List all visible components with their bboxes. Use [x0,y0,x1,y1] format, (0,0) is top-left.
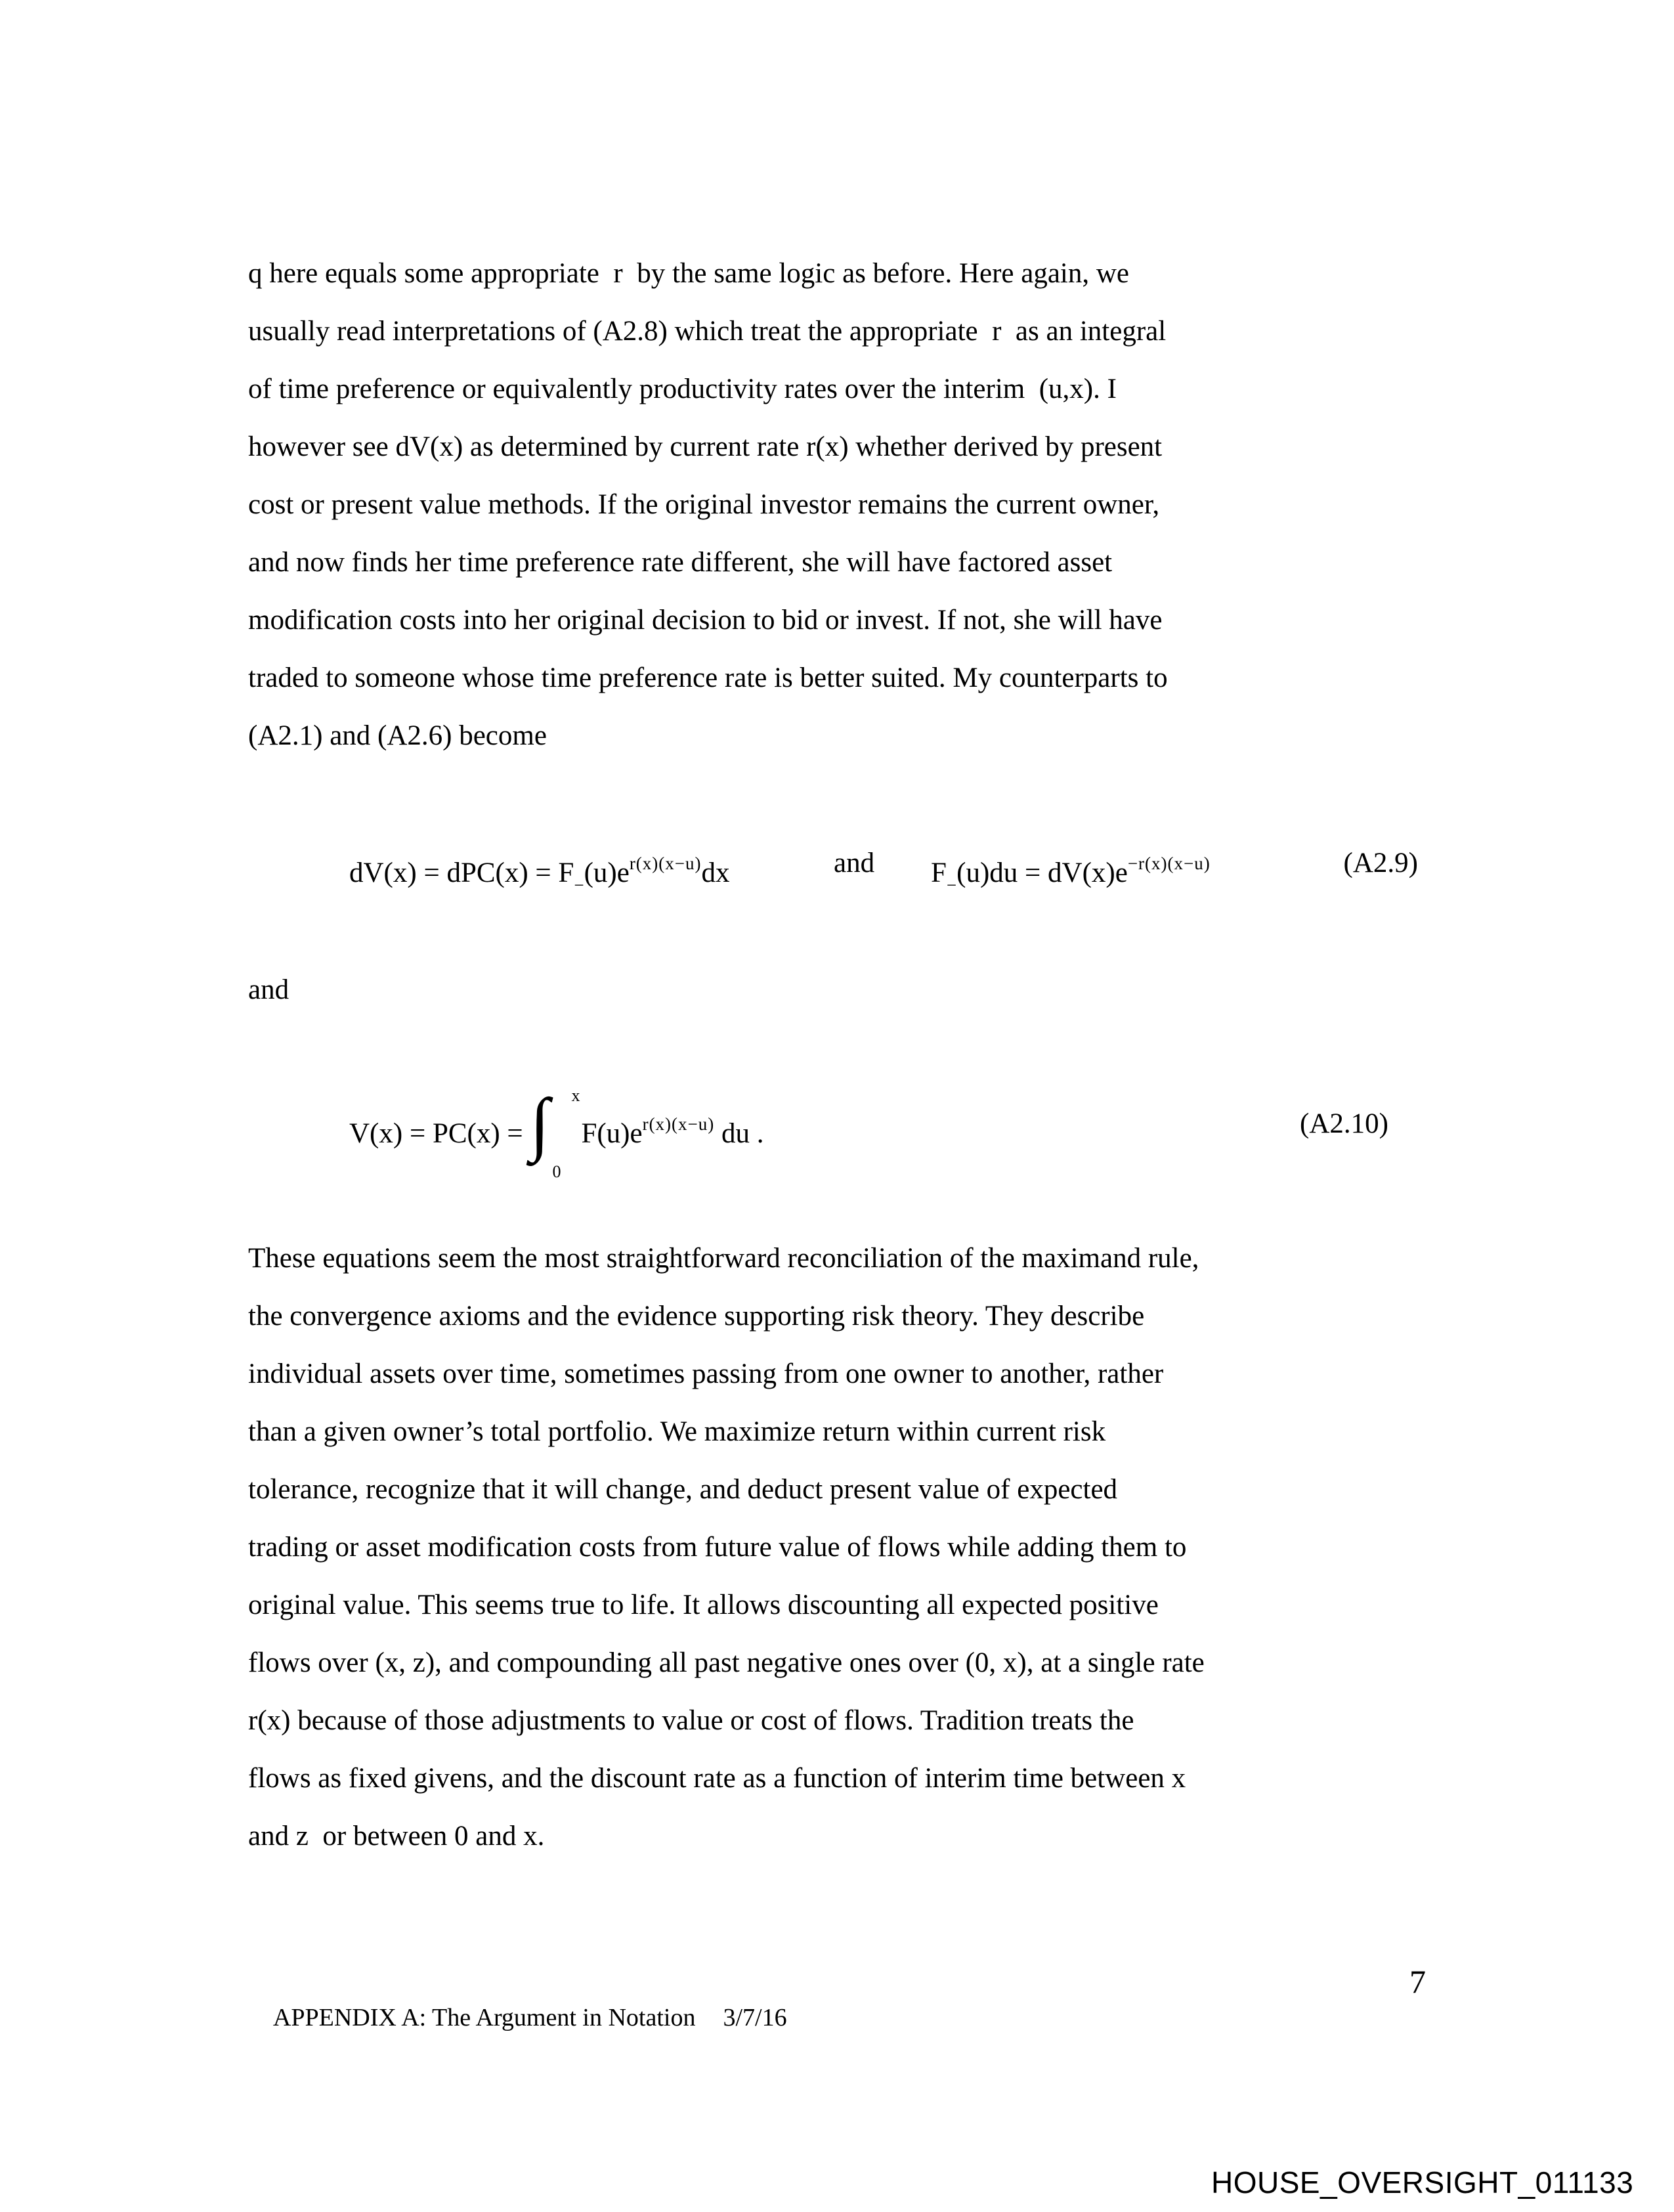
equation-a2-9-right: $F_-(u)du = dV(x)e^{-r(x)(x-u)}$ [931,854,1211,895]
integral-lower-limit: 0 [552,1162,561,1181]
equation-label-a2-9: (A2.9) [1343,848,1418,878]
text-line: however see dV(x) as determined by current rate r(x) whether derived by present [248,431,1163,462]
text-line: individual assets over time, sometimes passing from one owner to another, rather [248,1358,1164,1389]
text-line: the convergence axioms and the evidence supporting risk theory. They describe [248,1301,1145,1332]
text-line: flows as fixed givens, and the discount rate as a function of interim time between x [248,1763,1186,1794]
text-line: and now finds her time preference rate different, she will have factored asset [248,547,1113,578]
footer [249,1968,787,2067]
subscript: − [574,875,584,895]
text-line: original value. This seems true to life. It allows discounting all expected positive [248,1590,1159,1620]
equation-a2-10 [349,1072,1400,1181]
exponent: r(x)(x−u) [642,1114,715,1134]
equation-label-a2-10: (A2.10) [1300,1108,1388,1139]
integral-sign: ∫ x 0 [530,1085,580,1181]
text-line: flows over (x, z), and compounding all past negative ones over (0, x), at a single rate [248,1647,1205,1678]
equation-a2-10-body: V(x) = PC(x) = ∫ x 0 $F(u)e^{r(x)(x-u)}$ du . [349,1085,764,1181]
integral-upper-limit: x [571,1086,580,1105]
paragraph-1 [248,245,1168,765]
page-number: 7 [1409,1963,1426,2000]
text-line: (A2.1) and (A2.6) become [248,720,547,751]
text-line: These equations seem the most straightforward reconciliation of the maximand rule, [248,1243,1199,1274]
text-line: q here equals some appropriate r by the same logic as before. Here again, we [248,258,1130,289]
text-line: of time preference or equivalently productivity rates over the interim (u,x). I [248,374,1117,404]
text-line: tolerance, recognize that it will change, and deduct present value of expected [248,1474,1118,1505]
equation-a2-9-left: $dV(x) = dPC(x) = F_-(u)e^{r(x)(x-u)}dx$ [349,854,730,895]
text-line: usually read interpretations of (A2.8) which treat the appropriate r as an integral [248,316,1167,347]
text-line: cost or present value methods. If the original investor remains the current owner, [248,489,1160,520]
text-line: than a given owner’s total portfolio. We maximize return within current risk [248,1416,1106,1447]
text-line: and z or between 0 and x. [248,1821,545,1852]
text-line: traded to someone whose time preference rate is better suited. My counterparts to [248,662,1168,693]
equation-connector: and [834,848,875,878]
interline-word: and [248,974,290,1005]
subscript: − [946,875,957,895]
footer-date: 3/7/16 [723,2004,787,2031]
equation-a2-9 [349,829,1418,898]
paragraph-2 [248,1230,1205,1865]
exponent: −r(x)(x−u) [1127,854,1211,873]
text-line: modification costs into her original decision to bid or invest. If not, she will have [248,605,1163,636]
bates-stamp: HOUSE_OVERSIGHT_011133 [1211,2165,1634,2200]
footer-appendix-title: APPENDIX A: The Argument in Notation [272,2004,696,2031]
text-line: trading or asset modification costs from future value of flows while adding them to [248,1532,1187,1563]
text-line: r(x) because of those adjustments to value or cost of flows. Tradition treats the [248,1705,1134,1736]
exponent: r(x)(x−u) [629,854,702,873]
